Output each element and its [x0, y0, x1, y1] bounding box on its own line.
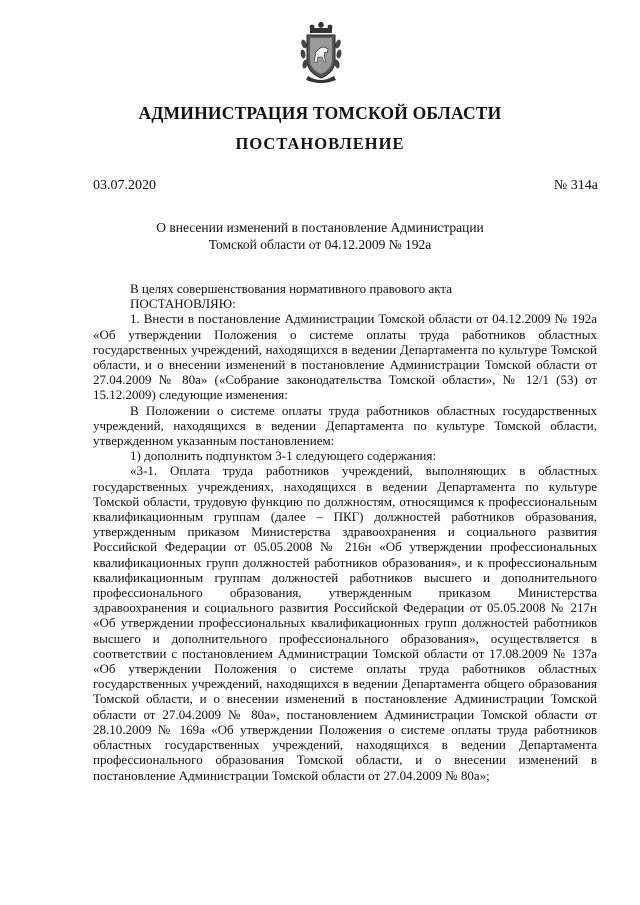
subject-line-2: Томской области от 04.12.2009 № 192а	[208, 237, 432, 252]
organization-name: АДМИНИСТРАЦИЯ ТОМСКОЙ ОБЛАСТИ	[138, 103, 502, 123]
document-body	[93, 281, 597, 783]
paragraph-resolve: ПОСТАНОВЛЯЮ:	[130, 296, 236, 312]
document-date: 03.07.2020	[93, 178, 156, 193]
paragraph-item-1: 1. Внести в постановление Администрации Томской области от 04.12.2009 № 192а «Об утверждении Положения о системе оплаты труда работников областных государственных учреждений, находящихся в ведении Департамента по культуре Томской области, и о внесении изменений в постановление Администрации Томской области от 27.04.2009 № 80а» («Собрание законодательства Томской области», № 12/1 (53) от 15.12.2009) следующие изменения:	[93, 311, 597, 403]
document-type: ПОСТАНОВЛЕНИЕ	[235, 134, 405, 153]
coat-of-arms-icon	[298, 22, 344, 84]
document-number: № 314а	[553, 178, 598, 193]
paragraph-regulation: В Положении о системе оплаты труда работников областных государственных учреждений, находящихся в ведении Департамента по культуре Томской области, утвержденном указанным постановлением:	[93, 402, 597, 449]
document-subject	[130, 219, 510, 253]
subject-line-1: О внесении изменений в постановление Администрации	[156, 220, 484, 235]
paragraph-subitem-1: 1) дополнить подпунктом 3-1 следующего содержания:	[130, 448, 437, 464]
paragraph-preamble: В целях совершенствования нормативного правового акта	[130, 281, 453, 296]
paragraph-subpoint-3-1: «3-1. Оплата труда работников учреждений, выполняющих в областных государственных учреждениях, находящихся в ведении Департамента по культуре Томской области, трудовую функцию по должностям, относящимся к профессиональным квалификационным группам (далее – ПКГ) должностей работников образования, утвержденным приказом Министерства здравоохранения и социального развития Российской Федерации от 05.05.2008 № 216н «Об утверждении профессиональных квалификационных групп должностей работников образования», и к профессиональным квалификационным группам должностей работников высшего и дополнительного профессионального образования, утвержденным приказом Министерства здравоохранения и социального развития Российской Федерации от 05.05.2008 № 217н «Об утверждении профессиональных квалификационных групп должностей работников высшего и дополнительного профессионального образования», осуществляется в соответствии с постановлением Администрации Томской области от 17.08.2009 № 137а «Об утверждении Положения о системе оплаты труда работников областных государственных учреждений, находящихся в ведении Департамента общего образования Томской области, и о внесении изменений в постановление Администрации Томской области от 27.04.2009 № 80а», постановлением Администрации Томской области от 28.10.2009 № 169а «Об утверждении Положения о системе оплаты труда работников областных государственных учреждений, находящихся в ведении Департамента профессионального образования Томской области, и о внесении изменений в постановление Администрации Томской области от 27.04.2009 № 80а»;	[93, 463, 597, 783]
